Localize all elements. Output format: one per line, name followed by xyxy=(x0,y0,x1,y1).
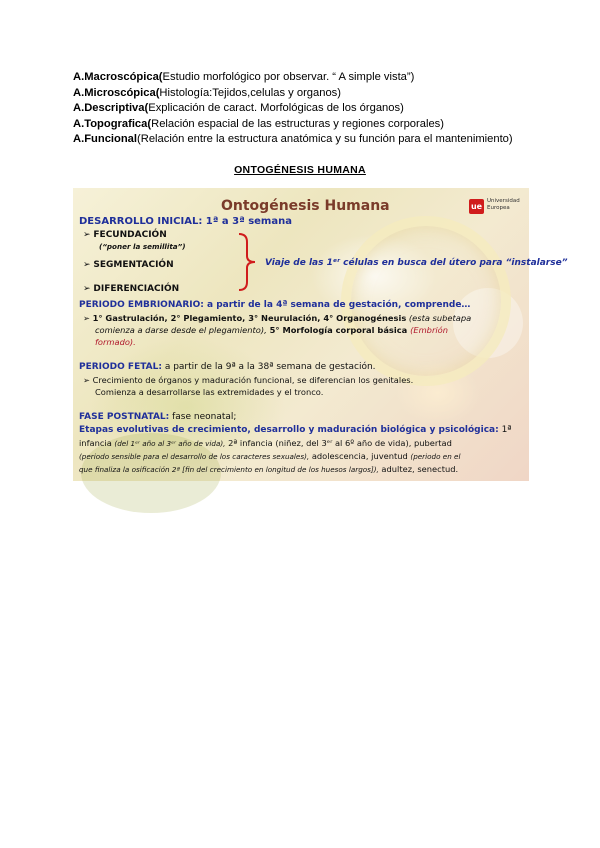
definition-descriptiva: A.Descriptiva(Explicación de caract. Morfológicas de los órganos) xyxy=(73,102,404,114)
definition-macroscopica: A.Macroscópica(Estudio morfológico por observar. “ A simple vista”) xyxy=(73,71,415,83)
embrionario-line-3: formado). xyxy=(95,337,136,347)
desarrollo-inicial-heading: DESARROLLO INICIAL: 1ª a 3ª semana xyxy=(79,216,292,227)
definition-topografica: A.Topografica(Relación espacial de las estructuras y regiones corporales) xyxy=(73,117,444,130)
slide-title: Ontogénesis Humana xyxy=(221,198,390,214)
bullet-arrow-icon: ➢ xyxy=(83,284,94,294)
logo-name: Universidad Europea xyxy=(487,198,520,211)
fecundacion-item: ➢ FECUNDACIÓN xyxy=(83,230,167,240)
definition-microscopica: A.Microscópica(Histología:Tejidos,celulas y organos) xyxy=(73,86,341,99)
fase-postnatal-heading: FASE POSTNATAL: fase neonatal; xyxy=(79,412,237,422)
embrionario-line-2: comienza a darse desde el plegamiento), 5° Morfología corporal básica (Embrión xyxy=(95,325,449,335)
periodo-fetal-heading: PERIODO FETAL: a partir de la 9ª a la 38ª semana de gestación. xyxy=(79,362,376,372)
curly-brace-icon xyxy=(237,232,259,292)
logo-mark: ue xyxy=(469,199,484,214)
bullet-arrow-icon: ➢ xyxy=(83,260,94,270)
periodo-embrionario-heading: PERIODO EMBRIONARIO: a partir de la 4ª semana de gestación, comprende… xyxy=(79,300,471,310)
section-heading: ONTOGÉNESIS HUMANA xyxy=(234,164,366,176)
bullet-arrow-icon: ➢ xyxy=(83,313,93,323)
diferenciacion-item: ➢ DIFERENCIACIÓN xyxy=(83,284,180,294)
ontogenesis-slide-image xyxy=(73,188,568,481)
bullet-arrow-icon: ➢ xyxy=(83,230,94,240)
postnatal-line-3: que finaliza la osificación 2ª [fin del crecimiento en longitud de los huesos largos]), adultez, senectud. xyxy=(79,464,459,474)
embrionario-line-1: ➢ 1° Gastrulación, 2° Plegamiento, 3° Neurulación, 4° Organogénesis (esta subetapa xyxy=(83,313,472,323)
postnatal-line-2: (periodo sensible para el desarrollo de los caracteres sexuales), adolescencia, juventud (periodo en el xyxy=(79,451,461,461)
bullet-arrow-icon: ➢ xyxy=(83,375,93,385)
viaje-note: Viaje de las 1ᵉʳ células en busca del útero para “instalarse” xyxy=(265,258,568,268)
fecundacion-note: (“poner la semillita”) xyxy=(99,242,186,251)
postnatal-line-1: infancia (del 1ᵉʳ año al 3ᵉʳ año de vida), 2ª infancia (niñez, del 3ᵉʳ al 6º año de vida), pubertad xyxy=(79,438,452,448)
definitions-list xyxy=(73,70,573,148)
etapas-heading: Etapas evolutivas de crecimiento, desarrollo y maduración biológica y psicológica: 1ª xyxy=(79,425,512,435)
definition-funcional: A.Funcional(Relación entre la estructura anatómica y su función para el mantenimiento) xyxy=(73,133,513,145)
segmentacion-item: ➢ SEGMENTACIÓN xyxy=(83,260,174,270)
fetal-line-2: Comienza a desarrollarse las extremidades y el tronco. xyxy=(95,387,324,397)
university-logo xyxy=(469,198,525,218)
fetal-line-1: ➢ Crecimiento de órganos y maduración funcional, se diferencian los genitales. xyxy=(83,375,414,385)
